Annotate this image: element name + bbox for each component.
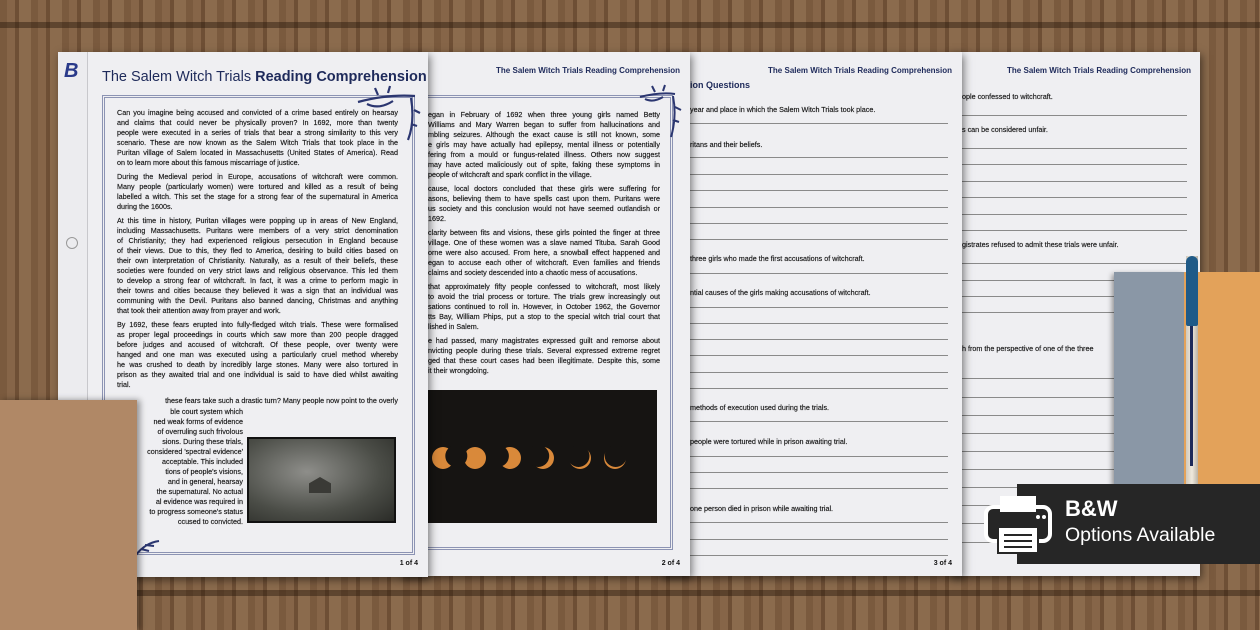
paragraph-line: 1692. xyxy=(428,214,446,223)
paragraph-line: ned weak forms of evidence xyxy=(153,417,243,426)
section-title: ion Questions xyxy=(690,80,751,90)
answer-line xyxy=(690,273,948,274)
paragraph-line: it their wrongdoing. xyxy=(428,366,489,375)
paragraph-line: claims and society descended into a chaotic mess of accusations. xyxy=(428,268,638,277)
question-text: one person died in prison while awaiting trial. xyxy=(690,504,834,513)
answer-line xyxy=(690,323,948,324)
paragraph-line: their own interpretation of Christianity. Naturally, as a result of their beliefs, these xyxy=(117,256,398,265)
paragraph-line: lished in Salem. xyxy=(428,322,479,331)
answer-line xyxy=(962,197,1187,198)
question-text: ritans and their beliefs. xyxy=(690,140,763,149)
paragraph-line: of overruling such frivolous xyxy=(157,427,243,436)
paragraph-line: that took their attention away from prayer and work. xyxy=(117,306,281,315)
wood-grain xyxy=(0,590,1260,596)
paragraph xyxy=(428,228,660,278)
paragraph xyxy=(428,110,660,180)
paragraph-line: acceptable. This included xyxy=(162,457,243,466)
paragraph-line: and claims that could never be physically proven? In 1692, more than twenty xyxy=(117,118,398,127)
paragraph-line: their towns and cities because they believed it was a sign that an individual was xyxy=(117,286,398,295)
paragraph-line: labelled a witch. This set the stage for a strong fear of the supernatural in America xyxy=(117,192,398,201)
question-text: three girls who made the first accusations of witchcraft. xyxy=(690,254,865,263)
answer-line xyxy=(690,421,948,422)
paragraph-line: during the 1600s. xyxy=(117,202,173,211)
question-text: people were tortured while in prison awaiting trial. xyxy=(690,437,848,446)
answer-line xyxy=(690,488,948,489)
cardboard-folder xyxy=(0,400,137,630)
page-header: The Salem Witch Trials Reading Comprehension xyxy=(1007,66,1191,75)
paragraph-line: sions. During these trials, xyxy=(162,437,243,446)
paragraph-line: al evidence was required in xyxy=(155,497,243,506)
paragraph-line: e had passed, many magistrates expressed guilt and remorse about xyxy=(428,336,660,345)
worksheet-page-3 xyxy=(660,52,962,576)
paragraph-line: people of witchcraft and spark conflict in the village. xyxy=(428,170,592,179)
gray-folder xyxy=(1114,272,1184,490)
answer-line xyxy=(690,456,948,457)
paragraph-line: Williams and Mary Warren began to suffer from hallucinations and xyxy=(428,120,660,129)
paragraph-line: of their views. Due to this, they fled to America, desiring to build cities based on xyxy=(117,246,398,255)
paragraph xyxy=(117,320,398,390)
answer-line xyxy=(690,174,948,175)
paragraph-line: e girls may have actually had epilepsy, mental illness or potentially xyxy=(428,140,660,149)
paragraph-line: to avoid the trial process or torture. The trials grew increasingly out xyxy=(428,292,660,301)
answer-line xyxy=(690,157,948,158)
paragraph-line: these fears take such a drastic turn? Many people now point to the overly xyxy=(165,396,398,405)
question-text: methods of execution used during the trials. xyxy=(690,403,830,412)
paragraph-line: us society and this conclusion would not have seemed outlandish or xyxy=(428,204,660,213)
moon-phases-image xyxy=(425,390,657,523)
floral-sprig-icon xyxy=(133,537,163,559)
paragraph-line: before judges and accused of witchcraft. Of these people, over twenty were xyxy=(117,340,398,349)
moon-phase-icon xyxy=(568,445,592,469)
question-text: gistrates refused to admit these trials were unfair. xyxy=(962,240,1119,249)
moon-phase-icon xyxy=(604,445,627,469)
answer-line xyxy=(962,181,1187,182)
paragraph-line: tions of people's visions, xyxy=(165,467,243,476)
printer-icon xyxy=(982,493,1054,557)
paragraph-line: societies were founded on very strict laws and religious observance. This led them xyxy=(117,266,398,275)
answer-line xyxy=(690,522,948,523)
answer-line xyxy=(690,539,948,540)
question-text: ntial causes of the girls making accusations of witchcraft. xyxy=(690,288,871,297)
page-header: The Salem Witch Trials Reading Comprehension xyxy=(768,66,952,75)
answer-line xyxy=(962,115,1187,116)
answer-line xyxy=(690,190,948,191)
question-text: h from the perspective of one of the three xyxy=(962,344,1094,353)
paragraph-line: ged that these court cases had been illegitimate. Despite this, some xyxy=(428,356,660,365)
paragraph-line: scenario. These are now known as the Salem Witch Trials that took place in the xyxy=(117,138,398,147)
paragraph-line: he was crushed to death by incredibly large stones. Many were also tortured in xyxy=(117,360,398,369)
paragraph-line: Puritan village of Salem located in Massachusetts (United States of America). Read xyxy=(117,148,398,157)
paragraph-line: to develop a strong fear of witchcraft. In fact, it was a crime to perform magic in xyxy=(117,276,398,285)
paragraph-line: prison as they awaited trial and one individual is said to have died whilst awaiting xyxy=(117,370,398,379)
paragraph xyxy=(117,108,398,168)
paragraph-line: Many people (particularly women) were tortured and killed as a result of being xyxy=(117,182,398,191)
paragraph-line: egan to accuse each other of witchcraft. Even families and friends xyxy=(428,258,660,267)
paragraph-line: During the Medieval period in Europe, accusations of witchcraft were common. xyxy=(117,172,398,181)
answer-line xyxy=(962,214,1187,215)
paragraph-line: ble court system which xyxy=(170,407,243,416)
paragraph-line: tts Bay, William Phips, put a stop to the special witch trial court that xyxy=(428,312,660,321)
paragraph xyxy=(428,282,660,332)
paragraph-line: on to learn more about this famous miscarriage of justice. xyxy=(117,158,300,167)
paragraph-line: orne were also accused. From here, a snowball effect happened and xyxy=(428,248,660,257)
moon-phase-icon xyxy=(445,445,486,469)
paragraph-line: cause, local doctors concluded that these girls were suffering for xyxy=(428,184,660,193)
pen-icon xyxy=(1186,256,1198,486)
page-number: 2 of 4 xyxy=(661,560,680,567)
page-number: 3 of 4 xyxy=(933,560,952,567)
answer-line xyxy=(690,207,948,208)
paragraph-line: including Massachusetts. Puritans were members of a very strict denomination xyxy=(117,226,398,235)
paragraph-line: considered 'spectral evidence' xyxy=(147,447,243,456)
paragraph-line: village. One of these women was a slave named Tituba. Sarah Good xyxy=(428,238,660,247)
question-text: s can be considered unfair. xyxy=(962,125,1048,134)
paragraph-line: communing with the Devil. Puritans also banned dancing, Christmas and anything xyxy=(117,296,398,305)
answer-line xyxy=(690,307,948,308)
paragraph-line: the supernatural. No actual xyxy=(156,487,243,496)
answer-line xyxy=(690,388,948,389)
answer-line xyxy=(690,372,948,373)
paragraph-line: sations continued to roll in. However, in October 1962, the Governor xyxy=(428,302,660,311)
answer-line xyxy=(690,223,948,224)
page-number: 1 of 4 xyxy=(399,560,418,567)
badge-title: B&W xyxy=(1065,496,1118,521)
paragraph-line: of Christianity; they had experienced religious persecution in England because xyxy=(117,236,398,245)
answer-line xyxy=(690,355,948,356)
binding-hole xyxy=(66,237,78,249)
paragraph-line: and in general, hearsay xyxy=(167,477,243,486)
paragraph-line: At this time in history, Puritan villages were popping up in areas of New England, xyxy=(117,216,398,225)
paragraph-line: ccused to convicted. xyxy=(177,517,243,526)
paragraph-line: to progress someone's status xyxy=(149,507,243,516)
brand-logo: B xyxy=(64,60,79,82)
page-header: The Salem Witch Trials Reading Comprehension xyxy=(496,66,680,75)
moon-phase-icon xyxy=(527,445,554,469)
paragraph-line: egan in February of 1692 when three young girls named Betty xyxy=(428,110,660,119)
paragraph-line: By 1692, these fears erupted into fully-fledged witch trials. These were formalised xyxy=(117,320,398,329)
answer-line xyxy=(690,239,948,240)
moon-phase-icon xyxy=(487,445,521,469)
paragraph-line: Can you imagine being accused and convicted of a crime based entirely on hearsay xyxy=(117,108,398,117)
paragraph xyxy=(117,216,398,316)
paragraph-line: fering from a mould or fungus-related illness. Others now suggest xyxy=(428,150,660,159)
paragraph-line: trial. xyxy=(117,380,131,389)
paragraph-line: hanged and one man was executed using a particularly cruel method whereby xyxy=(117,350,398,359)
title-plain: The Salem Witch Trials xyxy=(102,69,256,85)
answer-line xyxy=(962,263,1187,264)
answer-line xyxy=(962,164,1187,165)
foggy-house-image xyxy=(247,437,396,523)
paragraph-line: may have acted maliciously out of spite, faking these symptoms in xyxy=(428,160,660,169)
question-text: ople confessed to witchcraft. xyxy=(962,92,1053,101)
question-text: year and place in which the Salem Witch Trials took place. xyxy=(690,105,876,114)
answer-line xyxy=(690,339,948,340)
answer-line xyxy=(962,148,1187,149)
answer-line xyxy=(962,230,1187,231)
worksheet-page-2 xyxy=(400,52,690,576)
paragraph-line: as proper legal proceedings in courts which saw more than 200 people dragged xyxy=(117,330,398,339)
badge-subtitle: Options Available xyxy=(1065,524,1216,546)
paragraph-line: that approximately fifty people confessed to witchcraft, most likely xyxy=(428,282,660,291)
paragraph-line: asons, believing them to have spells cast upon them. Puritans were xyxy=(428,194,660,203)
paragraph xyxy=(117,172,398,212)
title-bold: Reading Comprehension xyxy=(255,69,427,85)
paragraph-line: nvicting people during these trials. Several expressed extreme regret xyxy=(428,346,660,355)
wood-grain xyxy=(0,22,1260,28)
paragraph xyxy=(428,184,660,224)
answer-line xyxy=(690,123,948,124)
paragraph-line: clarity between fits and visions, these girls pointed the finger at three xyxy=(428,228,660,237)
paragraph-line: mbling seizures. Although the exact cause is still not known, some xyxy=(428,130,660,139)
answer-line xyxy=(690,555,948,556)
paragraph xyxy=(428,336,660,376)
paragraph-line: people were executed in a series of trials that bear a strong similarity to this very xyxy=(117,128,398,137)
answer-line xyxy=(690,472,948,473)
